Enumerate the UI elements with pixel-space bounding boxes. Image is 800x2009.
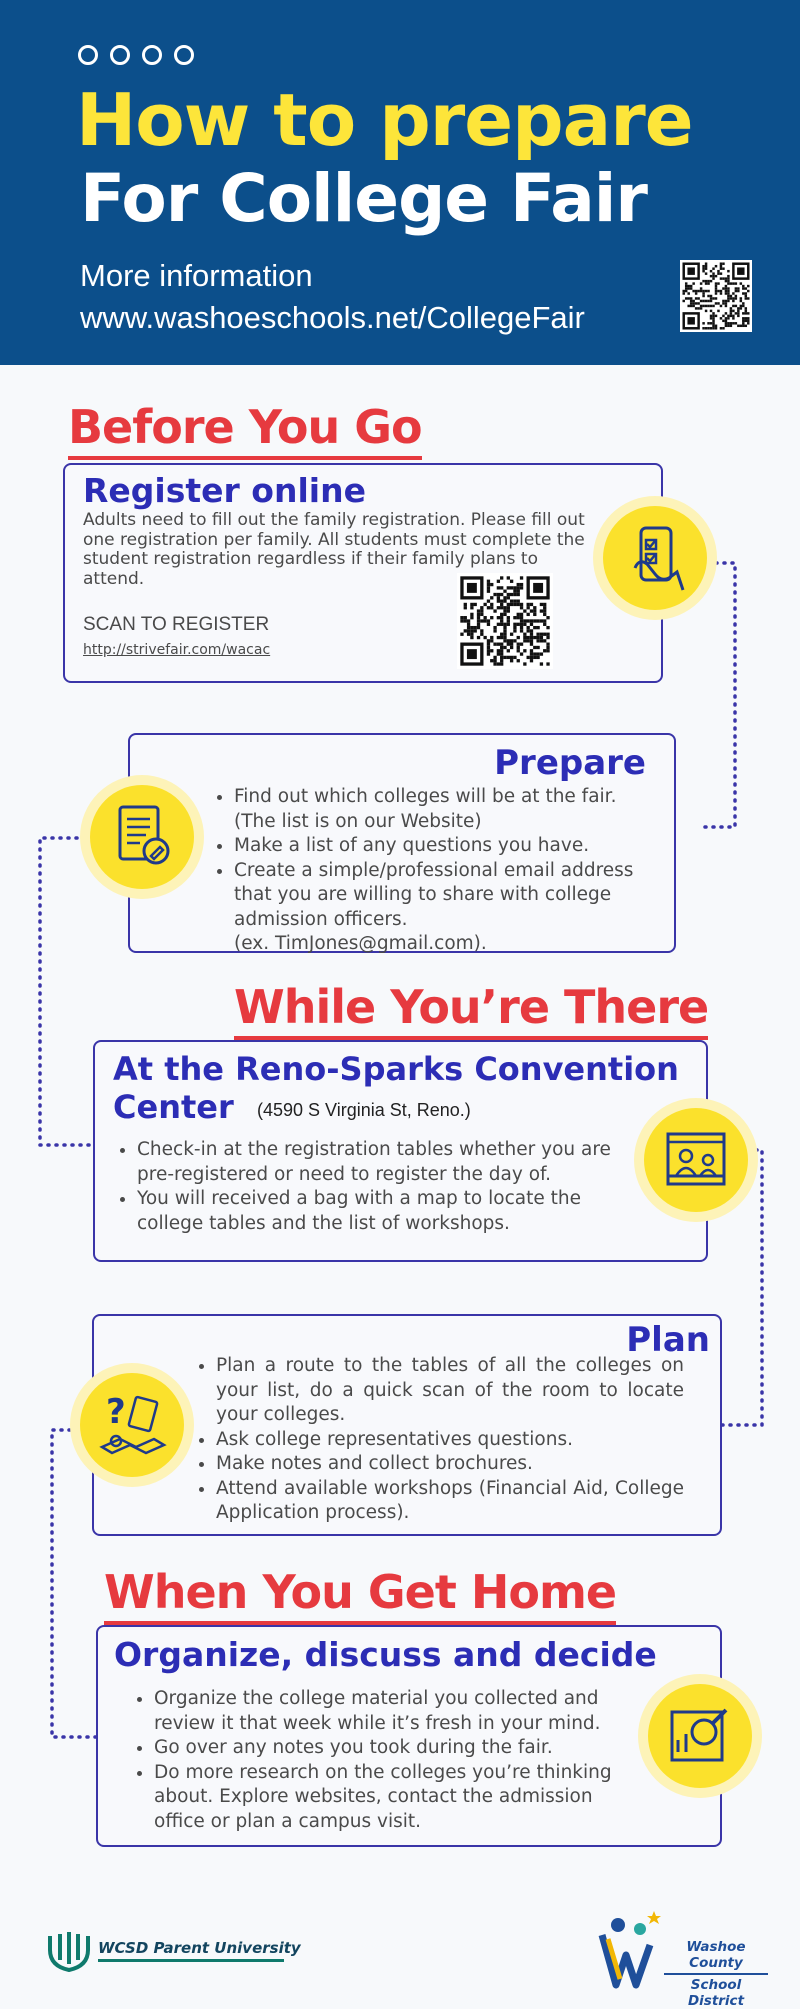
map-question-icon — [70, 1363, 194, 1487]
washoe-county-school-district-logo — [598, 1905, 768, 2009]
scan-label: SCAN TO REGISTER — [83, 614, 270, 635]
more-info-label: More information — [80, 258, 313, 293]
prepare-card — [128, 733, 676, 953]
registration-desk-icon — [634, 1098, 758, 1222]
plan-list — [194, 1354, 684, 1526]
section-title-home: When You Get Home — [104, 1565, 616, 1619]
list-item: • Plan a route to the tables of all the colleges on your list, do a quick scan of the room to locate your colleges. — [216, 1354, 684, 1428]
list-item: • Attend available workshops (Financial Aid, College Application process). — [216, 1477, 684, 1526]
register-link[interactable]: http://strivefair.com/wacac — [83, 642, 271, 658]
phone-checklist-icon — [593, 496, 717, 620]
section-title-before: Before You Go — [68, 400, 422, 454]
page-title-line2: For College Fair — [80, 160, 647, 237]
district-name-line1: Washoe County — [686, 1939, 746, 1971]
plan-title: Plan — [626, 1320, 710, 1360]
svg-text:?: ? — [106, 1392, 126, 1432]
list-item: • Make a list of any questions you have. — [234, 834, 652, 859]
parent-university-emblem-icon — [46, 1928, 92, 1972]
organize-title: Organize, discuss and decide — [114, 1635, 657, 1674]
document-pencil-icon — [80, 775, 204, 899]
register-title: Register online — [83, 471, 366, 510]
district-name-line2: School District — [687, 1977, 745, 2009]
list-item: • You will received a bag with a map to locate the college tables and the list of workshops. — [137, 1187, 625, 1236]
page-title-line1: How to prepare — [76, 78, 693, 162]
list-item: • Check-in at the registration tables whether you are pre-registered or need to register the day of. — [137, 1138, 625, 1187]
organize-list — [132, 1687, 612, 1834]
wcsd-parent-university-logo — [46, 1930, 301, 1970]
more-info-url[interactable]: www.washoeschools.net/CollegeFair — [80, 300, 585, 335]
convention-card — [93, 1040, 708, 1262]
section-title-while: While You’re There — [234, 980, 708, 1034]
convention-address: (4590 S Virginia St, Reno.) — [257, 1100, 471, 1120]
list-item: • Go over any notes you took during the fair. — [154, 1736, 612, 1761]
list-item-note: (The list is on our Website) — [234, 810, 482, 832]
register-text: Adults need to fill out the family registration. Please fill out one registration per family. All students must complete the student registration regardless if their family plans to attend. — [83, 510, 585, 589]
convention-list — [115, 1138, 625, 1236]
magnifier-report-icon — [638, 1674, 762, 1798]
prepare-title: Prepare — [494, 743, 646, 783]
list-item: • Find out which colleges will be at the fair. (The list is on our Website) — [234, 785, 652, 834]
register-qr-code-icon[interactable] — [457, 573, 553, 669]
convention-title: At the Reno-Sparks Convention — [113, 1050, 679, 1088]
wcsd-figure-icon — [598, 1905, 668, 1993]
prepare-list — [212, 785, 652, 957]
organize-card — [96, 1625, 722, 1847]
list-item: • Do more research on the colleges you’re thinking about. Explore websites, contact the admission office or plan a campus visit. — [154, 1761, 612, 1835]
convention-title-line2: Center — [113, 1088, 234, 1126]
register-card — [63, 463, 663, 683]
list-item: • Create a simple/professional email address that you are willing to share with college admission officers. (ex. TimJones@gmail.com). — [234, 859, 652, 957]
list-item: • Ask college representatives questions. — [216, 1428, 684, 1453]
list-item: • Organize the college material you collected and review it that week while it’s fresh in your mind. — [154, 1687, 612, 1736]
list-item: • Make notes and collect brochures. — [216, 1452, 684, 1477]
parent-university-label: WCSD Parent University — [98, 1938, 301, 1957]
list-item-note: (ex. TimJones@gmail.com). — [234, 933, 487, 954]
